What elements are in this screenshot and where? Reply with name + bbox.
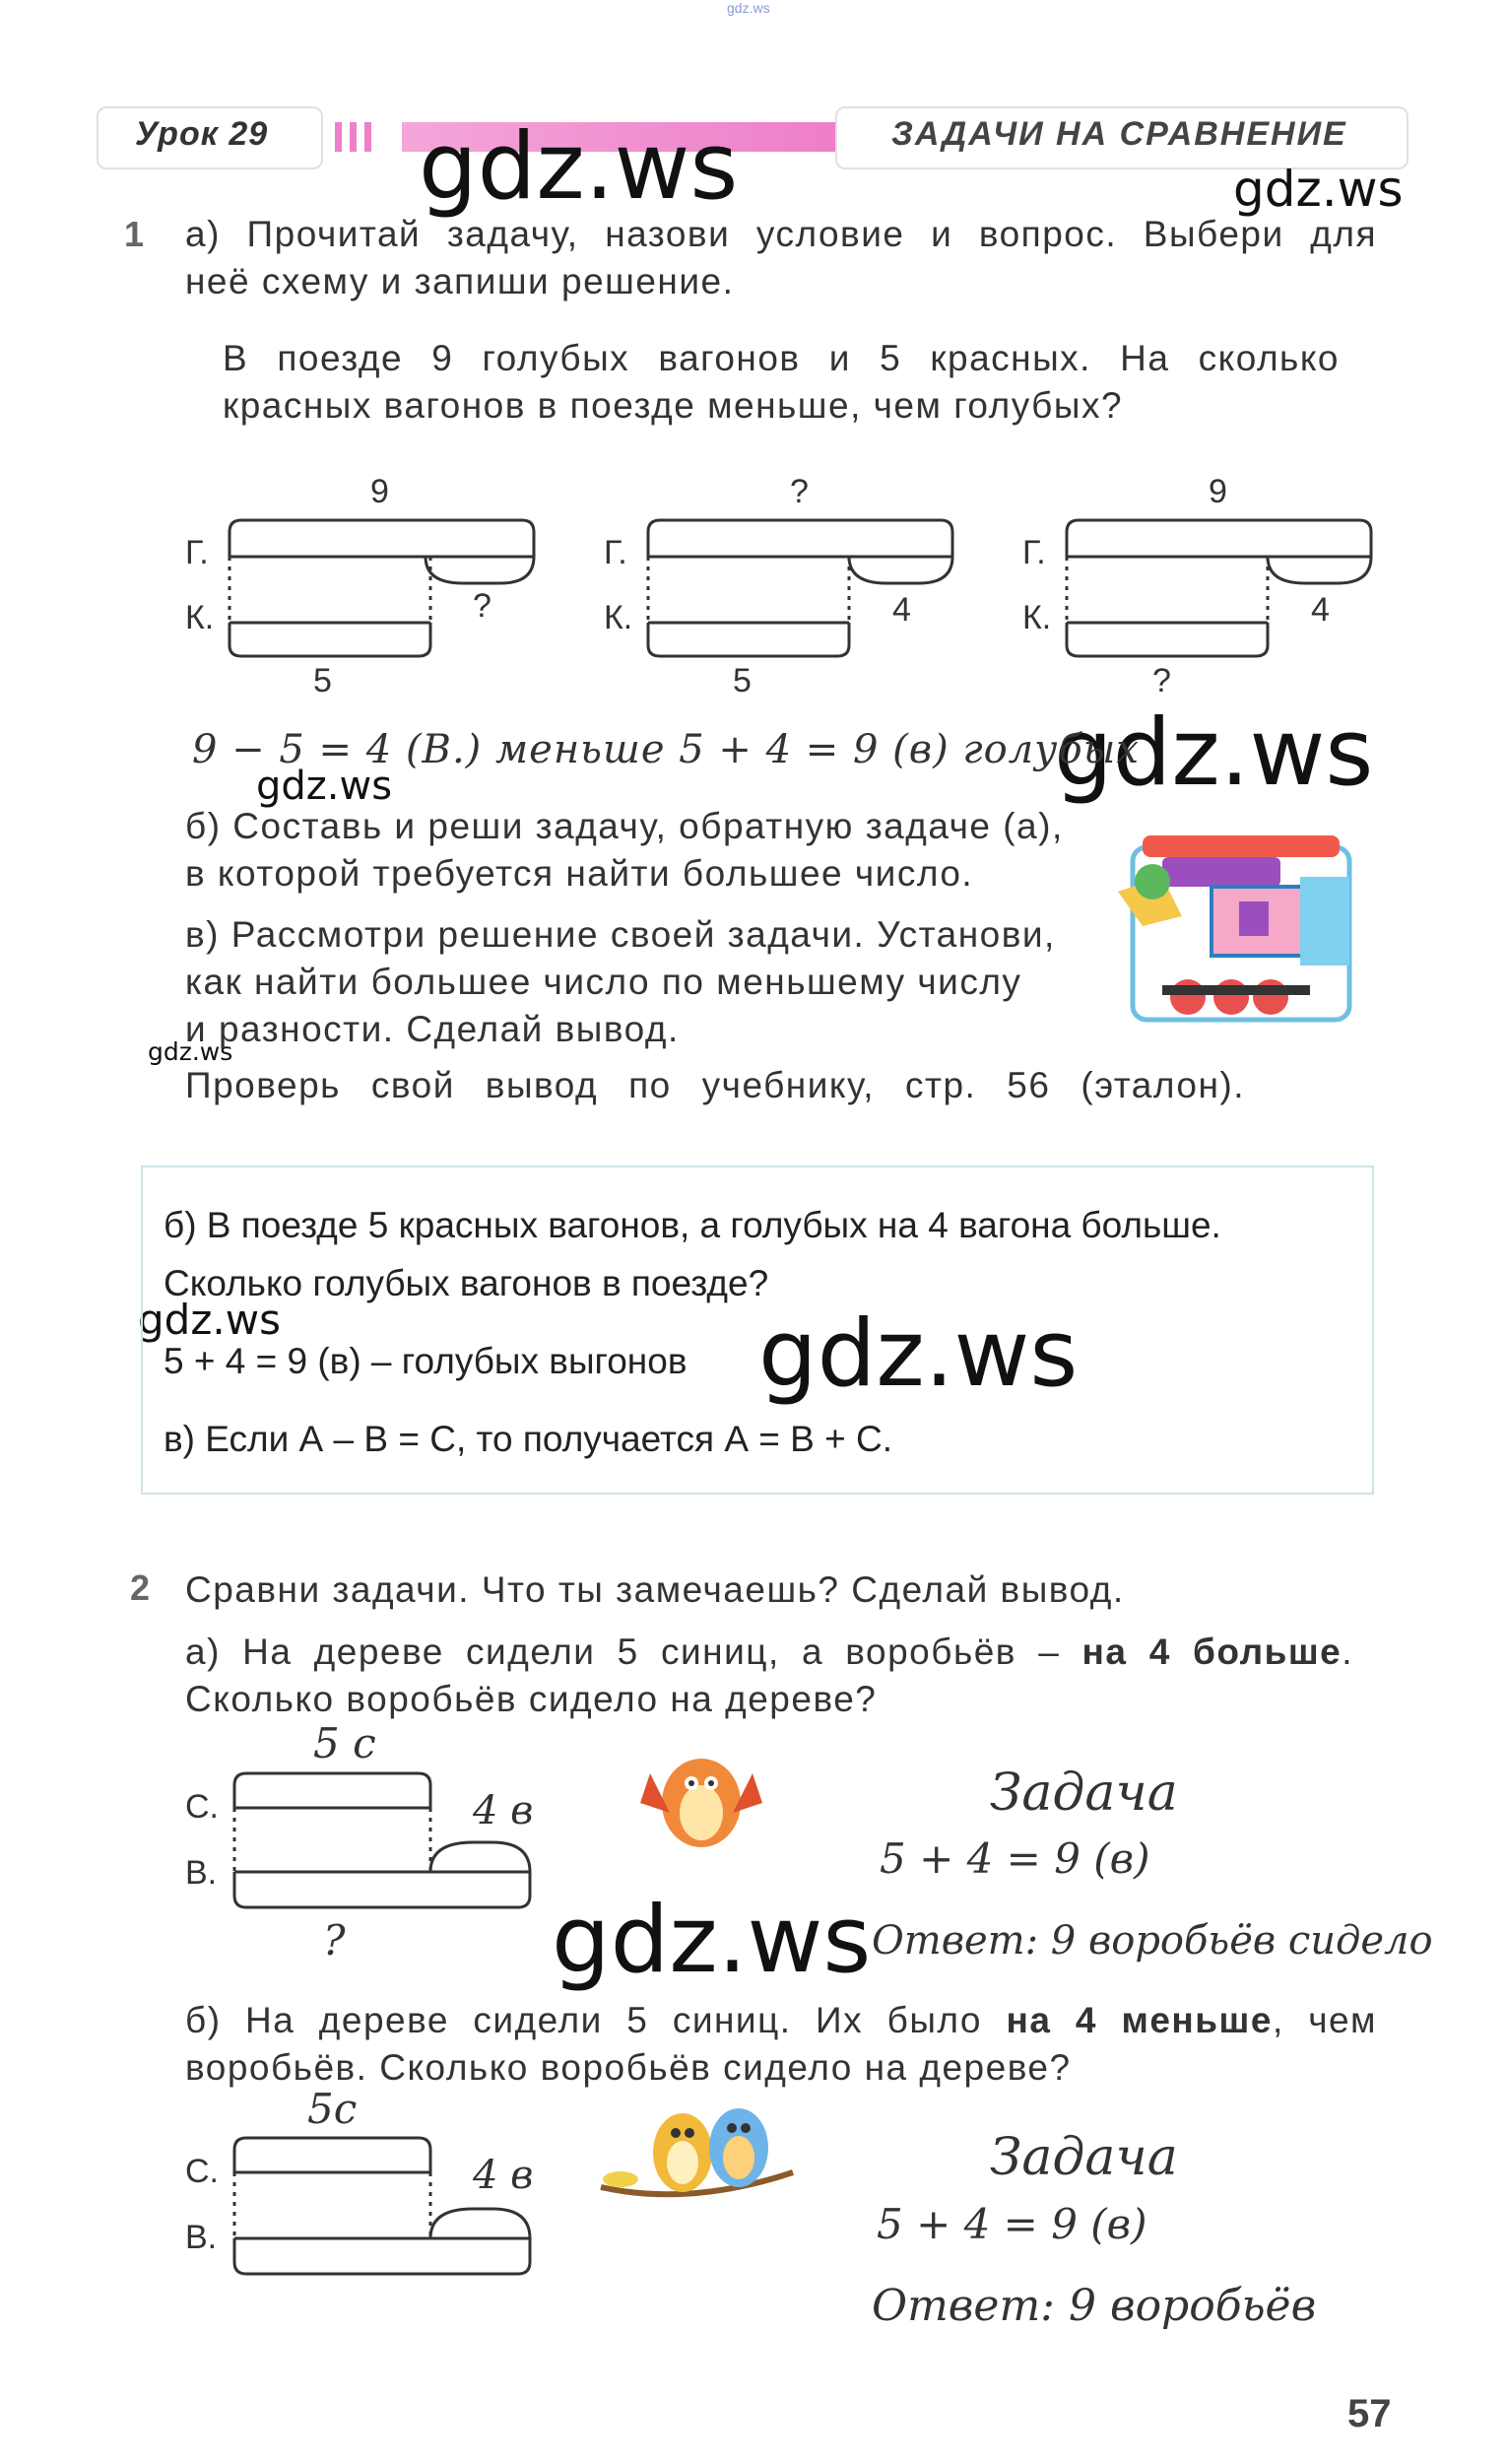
scheme-2a-v: В. bbox=[185, 1854, 218, 1892]
scheme-1-g: Г. bbox=[185, 534, 209, 571]
scheme-2-side: 4 bbox=[892, 591, 911, 629]
lesson-title: Урок 29 bbox=[135, 115, 269, 153]
watermark-8: gdz.ws bbox=[552, 1887, 872, 1994]
task-2a-line-2: Сколько воробьёв сидело на дереве? bbox=[185, 1679, 878, 1719]
scheme-1-k: К. bbox=[185, 599, 215, 636]
answer-line-3: 5 + 4 = 9 (в) – голубых выгонов bbox=[164, 1341, 688, 1381]
scheme-2a-bottom: ? bbox=[323, 1916, 346, 1965]
scheme-3-g: Г. bbox=[1022, 534, 1046, 571]
scheme-2b-c: С. bbox=[185, 2153, 219, 2190]
answer-line-4: в) Если А – В = С, то получается А = В + С. bbox=[164, 1419, 893, 1459]
watermark-1: gdz.ws bbox=[419, 113, 739, 221]
task-1a-line-1: а) Прочитай задачу, назови условие и вопрос. Выбери для bbox=[185, 214, 1377, 254]
solution-2b-title: Задача bbox=[990, 2128, 1178, 2187]
task-2a-text-bold: на 4 больше bbox=[1081, 1632, 1343, 1672]
problem-line-2: красных вагонов в поезде меньше, чем голубых? bbox=[223, 385, 1124, 426]
scheme-3-bottom: ? bbox=[1152, 662, 1171, 699]
watermark-5: gdz.ws bbox=[148, 1037, 233, 1066]
check-note: Проверь свой вывод по учебнику, стр. 56 (эталон). bbox=[185, 1065, 1245, 1105]
answer-line-2: Сколько голубых вагонов в поезде? bbox=[164, 1263, 769, 1303]
scheme-2a-side: 4 в bbox=[473, 1788, 534, 1833]
task-2b-text-bold: на 4 меньше bbox=[1006, 2000, 1273, 2040]
watermark-7: gdz.ws bbox=[758, 1300, 1079, 1408]
solution-2b-expr: 5 + 4 = 9 (в) bbox=[877, 2200, 1147, 2248]
scheme-2b-side: 4 в bbox=[473, 2153, 534, 2198]
scheme-2a-c: С. bbox=[185, 1788, 219, 1826]
task-2b-text-post: , чем bbox=[1272, 2000, 1377, 2040]
scheme-1-top: 9 bbox=[370, 473, 389, 510]
site-label-top: gdz.ws bbox=[727, 0, 770, 16]
watermark-3: gdz.ws bbox=[1054, 699, 1374, 807]
scheme-2-top: ? bbox=[790, 473, 809, 510]
scheme-3-side: 4 bbox=[1311, 591, 1330, 629]
scheme-1-side: ? bbox=[473, 587, 491, 625]
task-1b-line-1: б) Составь и реши задачу, обратную задаче (а), bbox=[185, 806, 1064, 846]
handwritten-solution-1: 9 − 5 = 4 (В.) меньше 5 + 4 = 9 (в) голубых bbox=[192, 727, 1140, 772]
watermark-4: gdz.ws bbox=[256, 764, 393, 809]
task-1v-line-3: и разности. Сделай вывод. bbox=[185, 1009, 680, 1049]
task-2a-text-pre: а) На дереве сидели 5 синиц, а воробьёв – bbox=[185, 1632, 1061, 1672]
solution-2b-answer: Ответ: 9 воробьёв bbox=[872, 2281, 1317, 2331]
scheme-2-bottom: 5 bbox=[733, 662, 752, 699]
task-1v-line-2: как найти большее число по меньшему числу bbox=[185, 962, 1022, 1002]
scheme-2-g: Г. bbox=[604, 534, 627, 571]
topic-title: ЗАДАЧИ НА СРАВНЕНИЕ bbox=[891, 115, 1347, 153]
scheme-2-k: К. bbox=[604, 599, 633, 636]
birds-illustration-2 bbox=[601, 2108, 793, 2194]
task-2-intro: Сравни задачи. Что ты замечаешь? Сделай вывод. bbox=[185, 1569, 1125, 1610]
task-1a-line-2: неё схему и запиши решение. bbox=[185, 261, 735, 301]
task-2b-line-1 bbox=[185, 1997, 1377, 2044]
scheme-3-k: К. bbox=[1022, 599, 1052, 636]
solution-2a-answer: Ответ: 9 воробьёв сидело bbox=[872, 1918, 1433, 1964]
watermark-2: gdz.ws bbox=[1233, 161, 1404, 218]
scheme-2b-v: В. bbox=[185, 2219, 218, 2256]
task-2b-line-2: воробьёв. Сколько воробьёв сидело на дереве? bbox=[185, 2047, 1072, 2088]
task-1-number: 1 bbox=[124, 214, 145, 254]
scheme-1-bottom: 5 bbox=[313, 662, 332, 699]
solution-2a-title: Задача bbox=[990, 1764, 1178, 1823]
task-2b-text-pre: б) На дереве сидели 5 синиц. Их было bbox=[185, 2000, 982, 2040]
task-1b-line-2: в которой требуется найти большее число. bbox=[185, 853, 974, 894]
problem-line-1: В поезде 9 голубых вагонов и 5 красных. На сколько bbox=[223, 338, 1340, 378]
solution-2a-expr: 5 + 4 = 9 (в) bbox=[880, 1834, 1150, 1883]
watermark-6: gdz.ws bbox=[138, 1296, 281, 1344]
scheme-2a-top: 5 с bbox=[313, 1719, 376, 1767]
task-2a-text-post: . bbox=[1342, 1632, 1354, 1672]
task-2-number: 2 bbox=[130, 1567, 151, 1608]
scheme-2b-top: 5с bbox=[307, 2085, 358, 2133]
task-1v-line-1: в) Рассмотри решение своей задачи. Установи, bbox=[185, 914, 1056, 955]
answer-line-1: б) В поезде 5 красных вагонов, а голубых на 4 вагона больше. bbox=[164, 1205, 1221, 1245]
scheme-3-top: 9 bbox=[1209, 473, 1227, 510]
bird-illustration-1 bbox=[640, 1759, 762, 1847]
page-number: 57 bbox=[1347, 2392, 1392, 2435]
